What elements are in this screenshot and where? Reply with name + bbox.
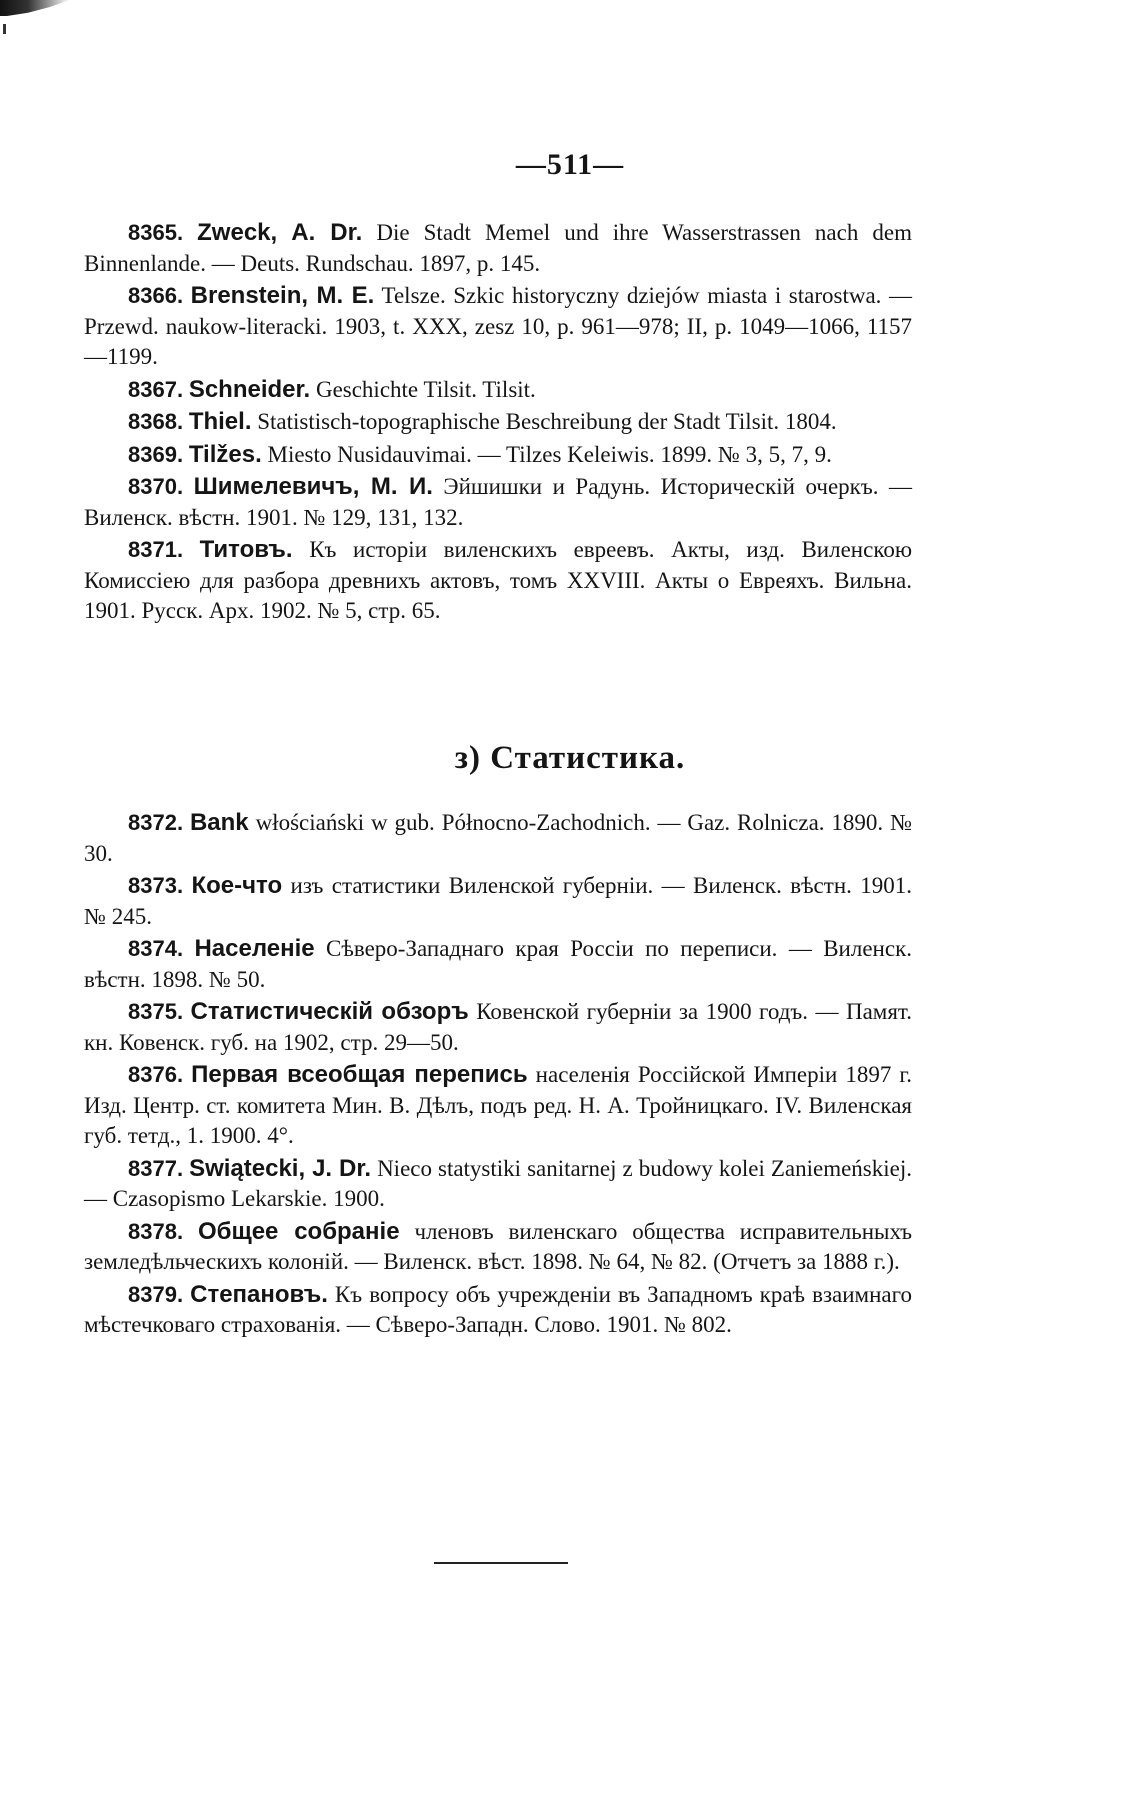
entry-author: Титовъ.	[199, 536, 293, 563]
entry-author: Населеніе	[194, 935, 315, 962]
entry-text: Эйшишки и Радунь. Историческій очеркъ. — Виленск. вѣстн. 1901. № 129, 131, 132.	[84, 474, 913, 530]
entry-number: 8376.	[128, 1062, 184, 1087]
entry-author: Первая всеобщая перепись	[191, 1061, 528, 1088]
bibliography-entry	[84, 472, 912, 533]
scan-artifact	[0, 0, 70, 16]
bibliography-entry	[84, 1217, 912, 1278]
section-heading: з) Статистика.	[454, 740, 686, 776]
entry-text: Die Stadt Memel und ihre Wasserstrassen nach dem Binnenlande. — Deuts. Rundschau. 1897, p. 145.	[84, 220, 913, 276]
entry-number: 8370.	[128, 474, 184, 499]
entry-author: Bank	[189, 809, 249, 836]
bibliography-list-statistics	[84, 808, 912, 1341]
page-number: —511—	[515, 148, 625, 181]
entry-text: Geschichte Tilsit. Tilsit.	[315, 376, 536, 402]
bibliography-entry	[84, 934, 912, 995]
bibliography-list-top	[84, 218, 912, 627]
entry-number: 8372.	[128, 810, 184, 835]
entry-author: Zweck, A. Dr.	[197, 219, 363, 246]
entry-text: Miesto Nusidauvimai. — Tilzes Keleiwis. 1899. № 3, 5, 7, 9.	[267, 441, 832, 467]
bibliography-entry	[84, 218, 912, 279]
entry-number: 8375.	[128, 999, 184, 1024]
bibliography-entry	[84, 281, 912, 373]
entry-number: 8365.	[128, 220, 184, 245]
entry-text: Nieco statystiki sanitarnej z budowy kolei Zaniemeńskiej. — Czasopismo Lekarskie. 1900.	[84, 1155, 912, 1211]
entry-author: Шимелевичъ, М. И.	[193, 473, 433, 500]
entry-text: изъ статистики Виленской губерніи. — Виленск. вѣстн. 1901. № 245.	[84, 873, 913, 929]
entry-text: Сѣверо-Западнаго края Россіи по переписи. — Виленск. вѣстн. 1898. № 50.	[84, 936, 912, 992]
entry-author: Статистическій обзоръ	[190, 998, 469, 1025]
entry-number: 8378.	[128, 1218, 184, 1244]
entry-text: членовъ виленскаго общества исправительныхъ земледѣльческихъ колоній. — Виленск. вѣст. 1898. № 64, № 82. (Отчетъ за 1888 г.).	[84, 1218, 913, 1274]
entry-number: 8373.	[128, 873, 184, 898]
entry-number: 8368.	[128, 409, 184, 434]
bibliography-entry	[84, 407, 912, 438]
entry-author: Общее собраніе	[197, 1217, 400, 1245]
scan-artifact-dot	[3, 24, 6, 34]
entry-number: 8369.	[128, 441, 184, 467]
entry-number: 8367.	[128, 376, 184, 402]
bibliography-entry	[84, 1154, 912, 1215]
entry-text: Къ исторіи виленскихъ евреевъ. Акты, изд. Виленскою Комиссіею для разбора древнихъ актовъ, томъ XXVIII. Акты о Евреяхъ. Вильна. 1901. Русск. Арх. 1902. № 5, стр. 65.	[84, 537, 913, 623]
entry-author: Swiątecki, J. Dr.	[189, 1154, 372, 1182]
entry-author: Степановъ.	[190, 1280, 328, 1308]
entry-author: Tilžes.	[188, 440, 262, 468]
entry-text: Statistisch-topographische Beschreibung der Stadt Tilsit. 1804.	[257, 409, 837, 434]
entry-number: 8374.	[128, 936, 184, 961]
entry-text: Къ вопросу объ учрежденіи въ Западномъ краѣ взаимнаго мѣстечковаго страхованія. — Сѣверо-Западн. Слово. 1901. № 802.	[84, 1281, 912, 1337]
bibliography-entry	[84, 1280, 912, 1341]
bibliography-entry	[84, 375, 912, 406]
entry-text: Ковенской губерніи за 1900 годъ. — Памят. кн. Ковенск. губ. на 1902, стр. 29—50.	[84, 999, 912, 1055]
bibliography-entry	[84, 997, 912, 1058]
bibliography-entry	[84, 808, 912, 869]
entry-text: włościański w gub. Północno-Zachodnich. — Gaz. Rolnicza. 1890. № 30.	[84, 810, 913, 866]
entry-text: населенія Россійской Имперіи 1897 г. Изд. Центр. ст. комитета Мин. В. Дѣлъ, подъ ред. Н. А. Тройницкаго. IV. Виленская губ. тетд., 1. 1900. 4°.	[84, 1062, 913, 1148]
entry-author: Schneider.	[188, 375, 311, 403]
entry-author: Brenstein, M. E.	[190, 282, 375, 309]
bibliography-entry	[84, 535, 912, 627]
bibliography-entry	[84, 1060, 912, 1152]
entry-number: 8379.	[128, 1281, 184, 1307]
entry-author: Thiel.	[188, 408, 252, 435]
entry-number: 8377.	[128, 1155, 184, 1181]
bibliography-entry	[84, 440, 912, 471]
entry-text: Telsze. Szkic historyczny dziejów miasta i starostwa. — Przewd. naukow-literacki. 1903, t. XXX, zesz 10, p. 961—978; II, p. 1049—1066, 1157—1199.	[84, 283, 913, 369]
bibliography-entry	[84, 871, 912, 932]
entry-number: 8366.	[128, 283, 184, 308]
entry-author: Кое-что	[191, 872, 283, 899]
entry-number: 8371.	[128, 537, 184, 562]
footer-rule	[434, 1562, 568, 1564]
